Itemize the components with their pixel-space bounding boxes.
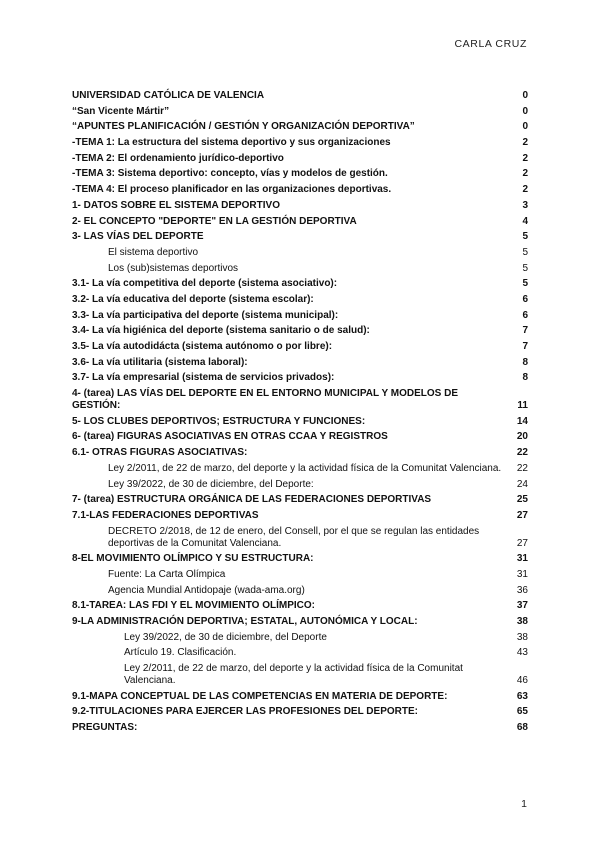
toc-entry-page: 0 <box>522 90 528 101</box>
toc-entry-page: 7 <box>522 325 528 337</box>
toc-entry-title: 9-LA ADMINISTRACIÓN DEPORTIVA; ESTATAL, AUTONÓMICA Y LOCAL: <box>72 616 418 627</box>
toc-entry-title: 9.1-MAPA CONCEPTUAL DE LAS COMPETENCIAS EN MATERIA DE DEPORTE: <box>72 690 448 702</box>
toc-entry[interactable] <box>72 357 528 369</box>
toc-entry-page: 2 <box>522 168 528 180</box>
toc-entry-title: Fuente: La Carta Olímpica <box>108 568 226 580</box>
toc-entry-page: 22 <box>516 462 528 474</box>
toc-entry[interactable] <box>72 569 528 581</box>
toc-entry-page: 6 <box>522 293 528 305</box>
toc-entry-page: 5 <box>522 231 528 243</box>
toc-entry[interactable] <box>72 600 528 612</box>
toc-entry[interactable] <box>72 647 528 659</box>
toc-entry-title: Ley 2/2011, de 22 de marzo, del deporte y la actividad física de la Comunitat Valenciana. <box>124 663 463 687</box>
toc-entry-title: 6.1- OTRAS FIGURAS ASOCIATIVAS: <box>72 447 248 459</box>
toc-entry[interactable] <box>72 168 528 180</box>
toc-entry-page: 25 <box>516 494 528 506</box>
toc-entry-title: -TEMA 3: Sistema deportivo: concepto, vías y modelos de gestión. <box>72 168 388 180</box>
toc-entry-page: 14 <box>516 415 528 427</box>
toc-entry[interactable] <box>72 722 528 734</box>
toc-entry[interactable] <box>72 553 528 565</box>
toc-entry-title: 9.2-TITULACIONES PARA EJERCER LAS PROFESIONES DEL DEPORTE: <box>72 706 418 718</box>
toc-entry[interactable] <box>72 706 528 718</box>
toc-entry-title: 3.5- La vía autodidácta (sistema autónomo o por libre): <box>72 341 333 352</box>
toc-entry[interactable] <box>72 372 528 384</box>
toc-entry-page: 43 <box>516 647 528 659</box>
toc-entry-title: Agencia Mundial Antidopaje (wada-ama.org) <box>108 584 305 596</box>
toc-entry-title: 3.4- La vía higiénica del deporte (sistema sanitario o de salud): <box>72 325 370 337</box>
toc-entry[interactable] <box>72 663 528 687</box>
toc-entry[interactable] <box>72 247 528 259</box>
toc-entry-page: 7 <box>522 341 528 352</box>
toc-entry-title: Ley 39/2022, de 30 de diciembre, del Deporte: <box>108 478 314 490</box>
toc-entry[interactable] <box>72 325 528 337</box>
toc-entry[interactable] <box>72 431 528 443</box>
toc-entry[interactable] <box>72 526 528 550</box>
toc-entry-title: -TEMA 4: El proceso planificador en las organizaciones deportivas. <box>72 184 392 196</box>
toc-entry[interactable] <box>72 153 528 165</box>
toc-entry[interactable] <box>72 310 528 322</box>
toc-entry-page: 8 <box>522 356 528 368</box>
table-of-contents <box>72 90 528 738</box>
toc-entry-page: 31 <box>516 553 528 565</box>
toc-entry[interactable] <box>72 494 528 506</box>
toc-entry[interactable] <box>72 632 528 644</box>
toc-entry[interactable] <box>72 691 528 703</box>
toc-entry-title: 3.1- La vía competitiva del deporte (sistema asociativo): <box>72 278 338 290</box>
toc-entry-page: 46 <box>516 675 528 687</box>
toc-entry-page: 5 <box>522 278 528 290</box>
toc-entry[interactable] <box>72 106 528 118</box>
toc-entry[interactable] <box>72 416 528 428</box>
toc-entry-page: 0 <box>522 121 528 133</box>
running-header: CARLA CRUZ <box>454 38 527 50</box>
toc-entry-title: 5- LOS CLUBES DEPORTIVOS; ESTRUCTURA Y FUNCIONES: <box>72 415 366 427</box>
toc-entry-title: 3.6- La vía utilitaria (sistema laboral): <box>72 356 248 368</box>
toc-entry-title: Artículo 19. Clasificación. <box>124 647 237 659</box>
toc-entry-title: “San Vicente Mártir” <box>72 105 170 117</box>
toc-entry-title: El sistema deportivo <box>108 246 199 258</box>
toc-entry-page: 5 <box>522 246 528 258</box>
toc-entry-title: 8-EL MOVIMIENTO OLÍMPICO Y SU ESTRUCTURA: <box>72 553 314 565</box>
toc-entry-page: 38 <box>516 616 528 627</box>
toc-entry[interactable] <box>72 184 528 196</box>
toc-entry-title: Ley 2/2011, de 22 de marzo, del deporte y la actividad física de la Comunitat Valenciana. <box>108 462 502 474</box>
toc-entry-page: 8 <box>522 372 528 384</box>
toc-entry-page: 6 <box>522 309 528 321</box>
toc-entry-page: 31 <box>516 568 528 580</box>
toc-entry-page: 11 <box>517 400 528 412</box>
toc-entry-title: 1- DATOS SOBRE EL SISTEMA DEPORTIVO <box>72 199 280 211</box>
toc-entry[interactable] <box>72 294 528 306</box>
toc-entry-title: 6- (tarea) FIGURAS ASOCIATIVAS EN OTRAS CCAA Y REGISTROS <box>72 431 388 443</box>
toc-entry-page: 4 <box>522 215 528 227</box>
toc-entry-title: -TEMA 1: La estructura del sistema deportivo y sus organizaciones <box>72 137 391 149</box>
toc-entry-title: 2- EL CONCEPTO "DEPORTE" EN LA GESTIÓN DEPORTIVA <box>72 215 357 227</box>
toc-entry[interactable] <box>72 585 528 597</box>
toc-entry-page: 2 <box>522 137 528 149</box>
toc-entry[interactable] <box>72 479 528 491</box>
toc-entry-page: 27 <box>516 509 528 521</box>
toc-entry-title: UNIVERSIDAD CATÓLICA DE VALENCIA <box>72 90 265 101</box>
toc-entry[interactable] <box>72 388 528 412</box>
toc-entry[interactable] <box>72 121 528 133</box>
toc-entry-page: 3 <box>522 199 528 211</box>
toc-entry[interactable] <box>72 463 528 475</box>
page-number: 1 <box>521 798 527 810</box>
toc-entry[interactable] <box>72 278 528 290</box>
toc-entry-page: 65 <box>516 706 528 718</box>
toc-entry[interactable] <box>72 216 528 228</box>
toc-entry-title: 4- (tarea) LAS VÍAS DEL DEPORTE EN EL ENTORNO MUNICIPAL Y MODELOS DE GESTIÓN: <box>72 388 458 412</box>
toc-entry[interactable] <box>72 616 528 628</box>
toc-entry-title: PREGUNTAS: <box>72 722 138 734</box>
toc-entry-title: 7- (tarea) ESTRUCTURA ORGÁNICA DE LAS FEDERACIONES DEPORTIVAS <box>72 494 432 506</box>
toc-entry-page: 37 <box>516 600 528 612</box>
toc-entry-page: 38 <box>516 631 528 643</box>
toc-entry-title: 3.2- La vía educativa del deporte (sistema escolar): <box>72 293 314 305</box>
toc-entry-page: 36 <box>516 584 528 596</box>
toc-entry-title: “APUNTES PLANIFICACIÓN / GESTIÓN Y ORGANIZACIÓN DEPORTIVA” <box>72 121 415 133</box>
toc-entry-title: Los (sub)sistemas deportivos <box>108 262 239 274</box>
toc-entry[interactable] <box>72 447 528 459</box>
toc-entry-page: 27 <box>516 537 528 549</box>
toc-entry[interactable] <box>72 263 528 275</box>
toc-entry-title: 3.3- La vía participativa del deporte (sistema municipal): <box>72 309 339 321</box>
toc-entry-page: 22 <box>516 447 528 459</box>
toc-entry-title: DECRETO 2/2018, de 12 de enero, del Consell, por el que se regulan las entidades deportivas de la Comunitat Valenciana. <box>108 525 480 549</box>
toc-entry-page: 0 <box>522 105 528 117</box>
toc-entry[interactable] <box>72 510 528 522</box>
toc-entry[interactable] <box>72 137 528 149</box>
toc-entry-page: 20 <box>516 431 528 443</box>
toc-entry-title: 7.1-LAS FEDERACIONES DEPORTIVAS <box>72 509 259 521</box>
toc-entry[interactable] <box>72 200 528 212</box>
toc-entry-page: 5 <box>522 262 528 274</box>
toc-entry-page: 63 <box>516 690 528 702</box>
toc-entry-page: 68 <box>516 722 528 734</box>
toc-entry-page: 2 <box>522 184 528 196</box>
toc-entry-title: Ley 39/2022, de 30 de diciembre, del Deporte <box>124 631 327 643</box>
toc-entry-page: 2 <box>522 152 528 164</box>
toc-entry[interactable] <box>72 90 528 102</box>
toc-entry[interactable] <box>72 341 528 353</box>
toc-entry-page: 24 <box>516 478 528 490</box>
toc-entry[interactable] <box>72 231 528 243</box>
toc-entry-title: 3.7- La vía empresarial (sistema de servicios privados): <box>72 372 335 384</box>
toc-entry-title: 3- LAS VÍAS DEL DEPORTE <box>72 231 204 243</box>
toc-entry-title: -TEMA 2: El ordenamiento jurídico-deportivo <box>72 152 284 164</box>
toc-entry-title: 8.1-TAREA: LAS FDI Y EL MOVIMIENTO OLÍMPICO: <box>72 600 315 612</box>
